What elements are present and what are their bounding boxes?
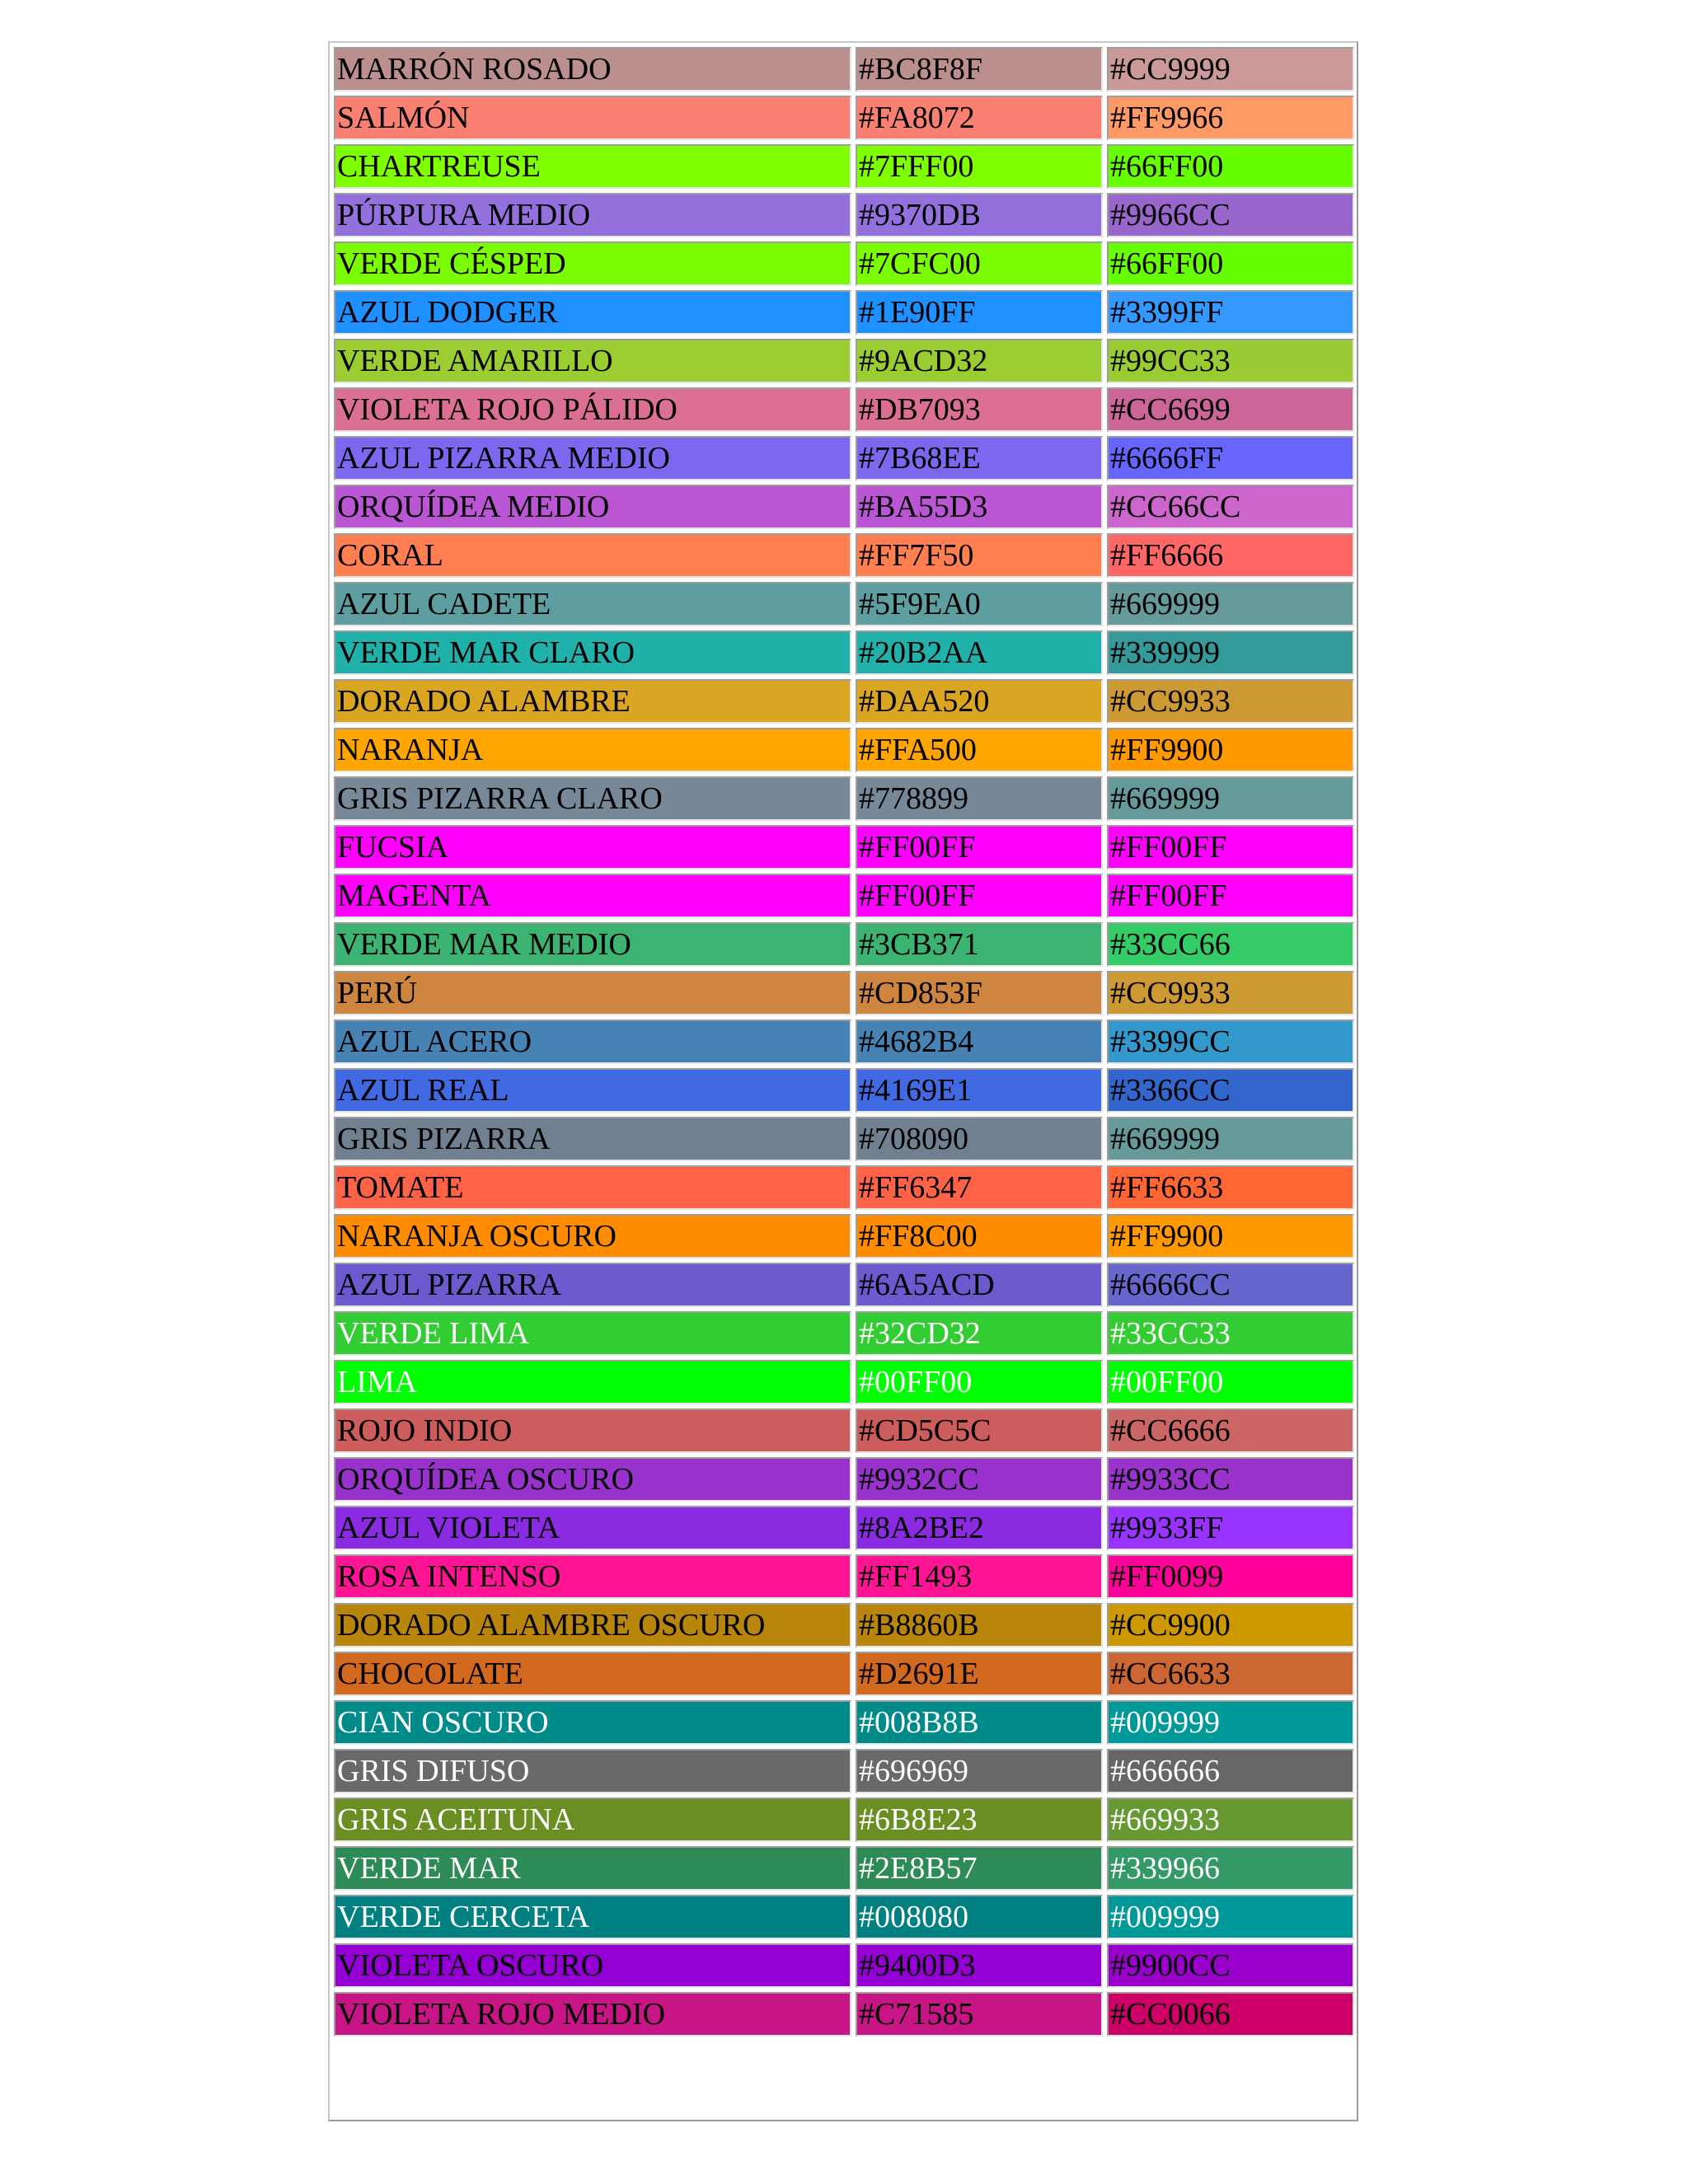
hex-code-cell: #9ACD32 [856, 339, 1103, 383]
color-name-cell: VERDE CÉSPED [334, 241, 851, 286]
color-name-cell: GRIS PIZARRA CLARO [334, 776, 851, 821]
color-name-cell: FUCSIA [334, 825, 851, 869]
table-row [334, 193, 1354, 237]
color-name-cell: GRIS PIZARRA [334, 1117, 851, 1161]
table-row [334, 1214, 1354, 1258]
color-name-cell: CORAL [334, 533, 851, 578]
color-name-cell: AZUL PIZARRA MEDIO [334, 436, 851, 480]
hex-code-cell: #8A2BE2 [856, 1506, 1103, 1550]
web-safe-code-cell: #9933FF [1107, 1506, 1354, 1550]
table-row [334, 1797, 1354, 1842]
hex-code-cell: #FF8C00 [856, 1214, 1103, 1258]
table-row [334, 144, 1354, 189]
color-name-cell: NARANJA [334, 728, 851, 772]
web-safe-code-cell: #6666FF [1107, 436, 1354, 480]
color-name-cell: GRIS DIFUSO [334, 1749, 851, 1793]
color-table-frame [328, 41, 1358, 2121]
web-safe-code-cell: #669933 [1107, 1797, 1354, 1842]
table-row [334, 679, 1354, 724]
web-safe-code-cell: #FF00FF [1107, 825, 1354, 869]
hex-code-cell: #FF6347 [856, 1165, 1103, 1210]
color-name-cell: ROSA INTENSO [334, 1554, 851, 1599]
hex-code-cell: #DAA520 [856, 679, 1103, 724]
table-row [334, 96, 1354, 140]
table-row [334, 1019, 1354, 1064]
color-name-cell: AZUL CADETE [334, 582, 851, 626]
web-safe-code-cell: #6666CC [1107, 1263, 1354, 1307]
color-name-cell: VIOLETA OSCURO [334, 1943, 851, 1988]
color-name-cell: CHOCOLATE [334, 1652, 851, 1696]
web-safe-code-cell: #CC6666 [1107, 1408, 1354, 1453]
hex-code-cell: #FF00FF [856, 825, 1103, 869]
color-name-cell: CIAN OSCURO [334, 1700, 851, 1745]
hex-code-cell: #1E90FF [856, 290, 1103, 335]
table-row [334, 1749, 1354, 1793]
web-safe-code-cell: #9900CC [1107, 1943, 1354, 1988]
table-row [334, 339, 1354, 383]
color-table-body [334, 47, 1354, 2036]
hex-code-cell: #D2691E [856, 1652, 1103, 1696]
web-safe-code-cell: #9966CC [1107, 193, 1354, 237]
color-name-cell: VERDE MAR [334, 1846, 851, 1891]
color-name-cell: VERDE MAR CLARO [334, 630, 851, 675]
table-row [334, 728, 1354, 772]
table-row [334, 825, 1354, 869]
table-row [334, 1117, 1354, 1161]
web-safe-code-cell: #33CC66 [1107, 922, 1354, 967]
web-safe-code-cell: #CC9999 [1107, 47, 1354, 91]
color-name-cell: AZUL ACERO [334, 1019, 851, 1064]
hex-code-cell: #00FF00 [856, 1360, 1103, 1404]
table-row [334, 1408, 1354, 1453]
table-row [334, 1263, 1354, 1307]
web-safe-code-cell: #CC6699 [1107, 387, 1354, 432]
web-safe-code-cell: #00FF00 [1107, 1360, 1354, 1404]
color-name-cell: CHARTREUSE [334, 144, 851, 189]
hex-code-cell: #7B68EE [856, 436, 1103, 480]
table-row [334, 874, 1354, 918]
hex-code-cell: #4169E1 [856, 1068, 1103, 1113]
hex-code-cell: #708090 [856, 1117, 1103, 1161]
web-safe-code-cell: #3399CC [1107, 1019, 1354, 1064]
table-row [334, 1457, 1354, 1502]
hex-code-cell: #6A5ACD [856, 1263, 1103, 1307]
web-safe-code-cell: #66FF00 [1107, 144, 1354, 189]
color-name-cell: MARRÓN ROSADO [334, 47, 851, 91]
web-safe-code-cell: #FF00FF [1107, 874, 1354, 918]
hex-code-cell: #CD853F [856, 971, 1103, 1015]
table-row [334, 241, 1354, 286]
web-safe-code-cell: #009999 [1107, 1700, 1354, 1745]
hex-code-cell: #7CFC00 [856, 241, 1103, 286]
hex-code-cell: #008B8B [856, 1700, 1103, 1745]
table-row [334, 533, 1354, 578]
table-row [334, 387, 1354, 432]
web-safe-code-cell: #CC9933 [1107, 679, 1354, 724]
hex-code-cell: #BA55D3 [856, 485, 1103, 529]
table-row [334, 630, 1354, 675]
web-safe-code-cell: #FF6633 [1107, 1165, 1354, 1210]
hex-code-cell: #B8860B [856, 1603, 1103, 1647]
table-row [334, 1360, 1354, 1404]
hex-code-cell: #FF1493 [856, 1554, 1103, 1599]
hex-code-cell: #778899 [856, 776, 1103, 821]
web-safe-code-cell: #CC66CC [1107, 485, 1354, 529]
table-row [334, 1895, 1354, 1939]
color-name-cell: PERÚ [334, 971, 851, 1015]
color-name-cell: MAGENTA [334, 874, 851, 918]
web-safe-code-cell: #666666 [1107, 1749, 1354, 1793]
web-safe-code-cell: #669999 [1107, 582, 1354, 626]
table-row [334, 47, 1354, 91]
table-row [334, 1603, 1354, 1647]
color-name-cell: PÚRPURA MEDIO [334, 193, 851, 237]
table-row [334, 1846, 1354, 1891]
hex-code-cell: #6B8E23 [856, 1797, 1103, 1842]
hex-code-cell: #32CD32 [856, 1311, 1103, 1356]
hex-code-cell: #9370DB [856, 193, 1103, 237]
hex-code-cell: #008080 [856, 1895, 1103, 1939]
color-name-cell: VIOLETA ROJO MEDIO [334, 1992, 851, 2036]
color-name-cell: ROJO INDIO [334, 1408, 851, 1453]
web-safe-code-cell: #3399FF [1107, 290, 1354, 335]
hex-code-cell: #3CB371 [856, 922, 1103, 967]
web-safe-code-cell: #66FF00 [1107, 241, 1354, 286]
color-name-cell: VERDE AMARILLO [334, 339, 851, 383]
web-safe-code-cell: #FF9900 [1107, 728, 1354, 772]
color-name-cell: VERDE LIMA [334, 1311, 851, 1356]
web-safe-code-cell: #CC9900 [1107, 1603, 1354, 1647]
web-safe-code-cell: #FF9966 [1107, 96, 1354, 140]
web-safe-code-cell: #009999 [1107, 1895, 1354, 1939]
color-name-cell: SALMÓN [334, 96, 851, 140]
hex-code-cell: #9932CC [856, 1457, 1103, 1502]
hex-code-cell: #C71585 [856, 1992, 1103, 2036]
color-name-cell: DORADO ALAMBRE [334, 679, 851, 724]
hex-code-cell: #CD5C5C [856, 1408, 1103, 1453]
table-row [334, 922, 1354, 967]
color-name-cell: DORADO ALAMBRE OSCURO [334, 1603, 851, 1647]
table-row [334, 1554, 1354, 1599]
table-row [334, 1943, 1354, 1988]
web-safe-code-cell: #33CC33 [1107, 1311, 1354, 1356]
hex-code-cell: #FF00FF [856, 874, 1103, 918]
table-row [334, 290, 1354, 335]
web-safe-code-cell: #669999 [1107, 776, 1354, 821]
hex-code-cell: #FF7F50 [856, 533, 1103, 578]
hex-code-cell: #20B2AA [856, 630, 1103, 675]
color-name-cell: GRIS ACEITUNA [334, 1797, 851, 1842]
table-row [334, 485, 1354, 529]
color-name-cell: AZUL DODGER [334, 290, 851, 335]
table-row [334, 1506, 1354, 1550]
web-safe-code-cell: #9933CC [1107, 1457, 1354, 1502]
table-row [334, 1992, 1354, 2036]
web-safe-code-cell: #FF6666 [1107, 533, 1354, 578]
hex-code-cell: #5F9EA0 [856, 582, 1103, 626]
web-safe-code-cell: #FF9900 [1107, 1214, 1354, 1258]
color-name-cell: ORQUÍDEA OSCURO [334, 1457, 851, 1502]
color-name-cell: AZUL REAL [334, 1068, 851, 1113]
color-name-cell: VIOLETA ROJO PÁLIDO [334, 387, 851, 432]
hex-code-cell: #DB7093 [856, 387, 1103, 432]
color-name-cell: NARANJA OSCURO [334, 1214, 851, 1258]
hex-code-cell: #BC8F8F [856, 47, 1103, 91]
hex-code-cell: #4682B4 [856, 1019, 1103, 1064]
color-name-cell: TOMATE [334, 1165, 851, 1210]
web-safe-code-cell: #3366CC [1107, 1068, 1354, 1113]
hex-code-cell: #696969 [856, 1749, 1103, 1793]
table-row [334, 971, 1354, 1015]
color-name-cell: AZUL PIZARRA [334, 1263, 851, 1307]
table-row [334, 1068, 1354, 1113]
hex-code-cell: #7FFF00 [856, 144, 1103, 189]
web-safe-code-cell: #CC9933 [1107, 971, 1354, 1015]
table-row [334, 436, 1354, 480]
web-safe-code-cell: #CC6633 [1107, 1652, 1354, 1696]
color-name-cell: VERDE MAR MEDIO [334, 922, 851, 967]
color-table [330, 43, 1358, 2041]
table-row [334, 1652, 1354, 1696]
hex-code-cell: #9400D3 [856, 1943, 1103, 1988]
color-name-cell: AZUL VIOLETA [334, 1506, 851, 1550]
web-safe-code-cell: #99CC33 [1107, 339, 1354, 383]
table-row [334, 1165, 1354, 1210]
web-safe-code-cell: #339966 [1107, 1846, 1354, 1891]
table-row [334, 776, 1354, 821]
web-safe-code-cell: #669999 [1107, 1117, 1354, 1161]
web-safe-code-cell: #FF0099 [1107, 1554, 1354, 1599]
web-safe-code-cell: #339999 [1107, 630, 1354, 675]
table-row [334, 1700, 1354, 1745]
table-row [334, 1311, 1354, 1356]
color-name-cell: VERDE CERCETA [334, 1895, 851, 1939]
hex-code-cell: #FFA500 [856, 728, 1103, 772]
web-safe-code-cell: #CC0066 [1107, 1992, 1354, 2036]
hex-code-cell: #FA8072 [856, 96, 1103, 140]
table-row [334, 582, 1354, 626]
color-name-cell: ORQUÍDEA MEDIO [334, 485, 851, 529]
hex-code-cell: #2E8B57 [856, 1846, 1103, 1891]
color-name-cell: LIMA [334, 1360, 851, 1404]
